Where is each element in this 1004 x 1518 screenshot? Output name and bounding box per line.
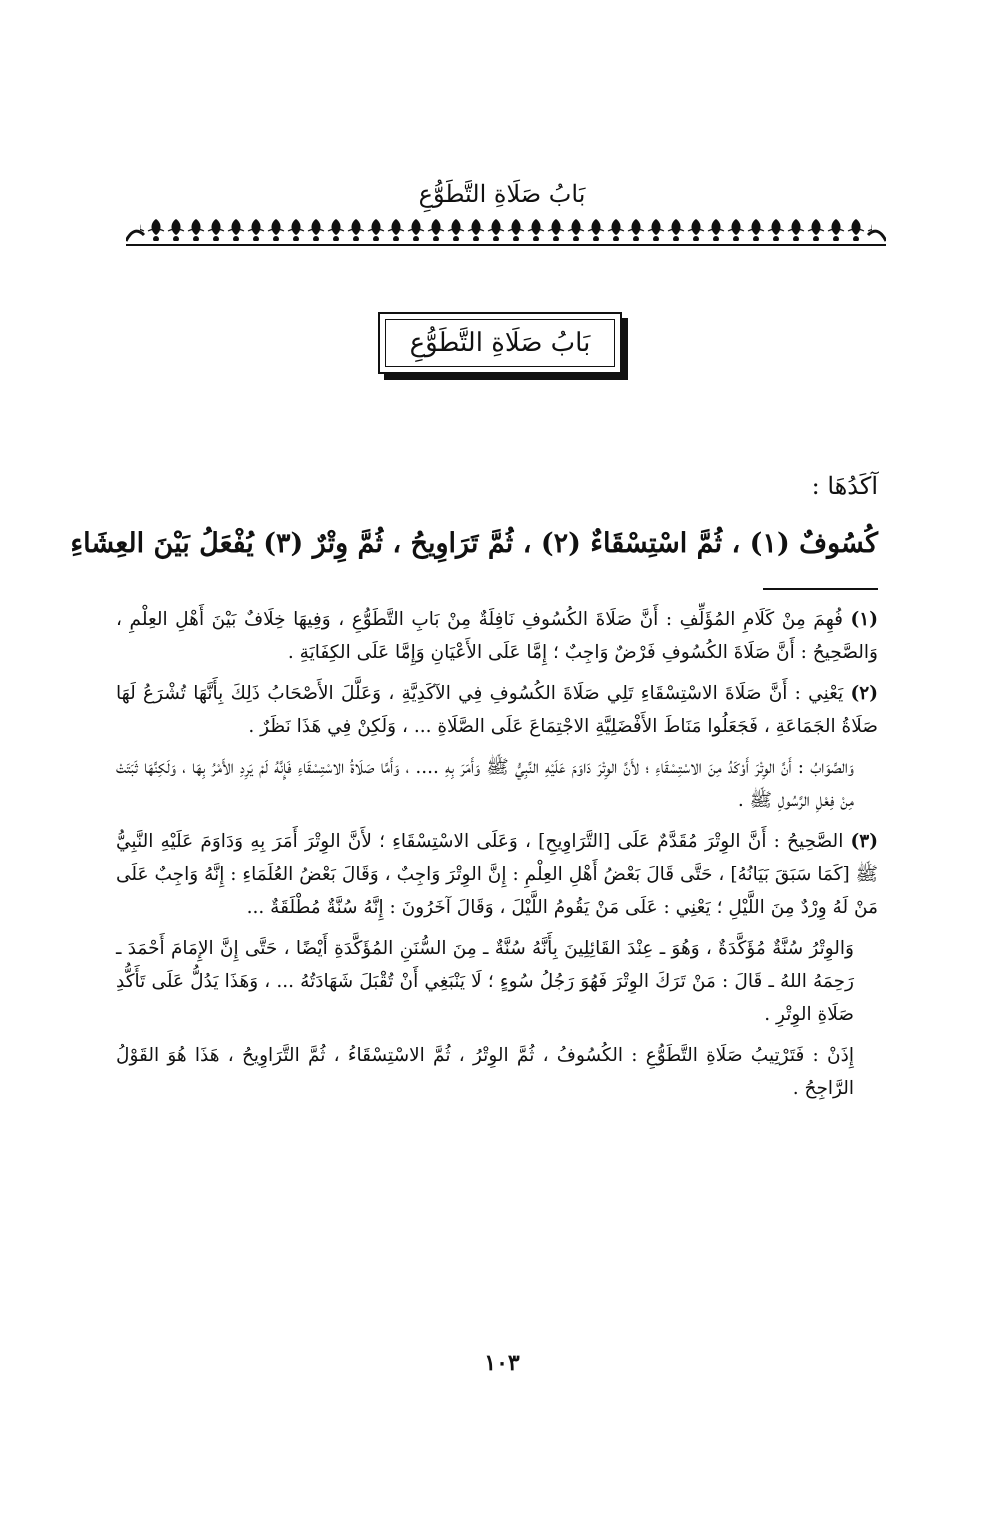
footnote-separator [763,588,878,590]
footnotes-section [116,603,878,1113]
footnote-text: فُهِمَ مِنْ كَلَامِ المُؤَلِّفِ : أَنَّ صَلَاةَ الكُسُوفِ نَافِلَةٌ مِنْ بَابِ التَّطَوُّعِ ، وَفِيهَا خِلَافٌ بَيْنَ أَهْلِ العِلْمِ ، وَالصَّحِيحُ : أَنَّ صَلَاةَ الكُسُوفِ فَرْضٌ وَاجِبٌ ؛ إِمَّا عَلَى الأَعْيَانِ وَإِمَّا عَلَى الكِفَايَةِ . [116,609,878,663]
chapter-title-box [378,312,622,374]
page-number: ١٠٣ [484,1350,520,1376]
footnote-2-continuation: وَالصَّوَابُ : أَنَّ الوِتْرَ أَوْكَدُ مِنَ الاسْتِسْقَاءِ ؛ لأَنَّ الوِتْرَ دَاوَمَ عَلَيْهِ النَّبِيُّ ﷺ وَأَمَرَ بِهِ .... ، وَأَمَّا صَلَاةُ الاسْتِسْقَاءِ فَإِنَّهُ لَمْ يَرِدِ الأَمْرُ بِهَا ، وَلَكِنَّهَا ثَبَتَتْ مِنْ فِعْلِ الرَّسُولِ ﷺ . [116,757,854,811]
footnote-3 [116,825,878,924]
conclusion-paragraph: إِذَنْ : فَتَرْتِيبُ صَلَاةِ التَّطَوُّعِ : الكُسُوفُ ، ثُمَّ الوِتْرُ ، ثُمَّ الاسْتِسْقَاءُ ، ثُمَّ التَّرَاوِيحُ ، هَذَا هُوَ القَوْلُ الرَّاجِحُ . [116,1045,854,1099]
matn-text: كُسُوفٌ (١) ، ثُمَّ اسْتِسْقَاءٌ (٢) ، ثُمَّ تَرَاوِيحُ ، ثُمَّ وِتْرٌ (٣) يُفْعَلُ بَيْنَ العِشَاءِ [70,528,878,559]
running-header: بَابُ صَلَاةِ التَّطَوُّعِ [418,180,586,208]
decorative-ornament-border [126,215,886,247]
footnote-text: الصَّحِيحُ : أَنَّ الوِتْرَ مُقَدَّمٌ عَلَى [التَّرَاوِيحِ] ، وَعَلَى الاسْتِسْقَاءِ ؛ لأَنَّ الوِتْرَ أَمَرَ بِهِ وَدَاوَمَ عَلَيْهِ النَّبِيُّ ﷺ [كَمَا سَبَقَ بَيَانُهُ] ، حَتَّى قَالَ بَعْضُ أَهْلِ العِلْمِ : إِنَّ الوِتْرَ وَاجِبٌ ، وَقَالَ بَعْضُ العُلَمَاءِ : إِنَّهُ وَاجِبٌ عَلَى مَنْ لَهُ وِرْدٌ مِنَ اللَّيْلِ ؛ يَعْنِي : عَلَى مَنْ يَقُومُ اللَّيْلَ ، وَقَالَ آخَرُونَ : إِنَّهُ سُنَّةٌ مُطْلَقَةٌ ... [116,831,878,918]
footnote-number: (٣) [850,831,878,852]
footnote-2 [116,677,878,743]
footnote-1 [116,603,878,669]
chapter-title: بَابُ صَلَاةِ التَّطَوُّعِ [385,319,615,367]
matn-lead: آكَدُهَا : [811,472,878,500]
footnote-3-continuation: وَالوِتْرُ سُنَّةٌ مُؤَكَّدَةٌ ، وَهُوَ ـ عِنْدَ القَائِلِينَ بِأَنَّهُ سُنَّةٌ ـ مِنَ السُّنَنِ المُؤَكَّدَةِ أَيْضًا ، حَتَّى إِنَّ الإِمَامَ أَحْمَدَ ـ رَحِمَهُ اللهُ ـ قَالَ : مَنْ تَرَكَ الوِتْرَ فَهُوَ رَجُلُ سُوءٍ ؛ لَا يَنْبَغِي أَنْ تُقْبَلَ شَهَادَتُهُ ... ، وَهَذَا يَدُلُّ عَلَى تَأَكُّدِ صَلَاةِ الوِتْرِ . [116,938,854,1025]
footnote-text: يَعْنِي : أَنَّ صَلَاةَ الاسْتِسْقَاءِ تَلِي صَلَاةَ الكُسُوفِ فِي الآكَدِيَّةِ ، وَعَلَّلَ الأَصْحَابُ ذَلِكَ بِأَنَّهَا تُشْرَعُ لَهَا صَلَاةُ الجَمَاعَةِ ، فَجَعَلُوا مَنَاطَ الأَفْضَلِيَّةِ الاجْتِمَاعَ عَلَى الصَّلَاةِ ... ، وَلَكِنْ فِي هَذَا نَظَرٌ . [116,683,878,737]
footnote-number: (١) [850,609,878,630]
footnote-number: (٢) [850,683,878,704]
